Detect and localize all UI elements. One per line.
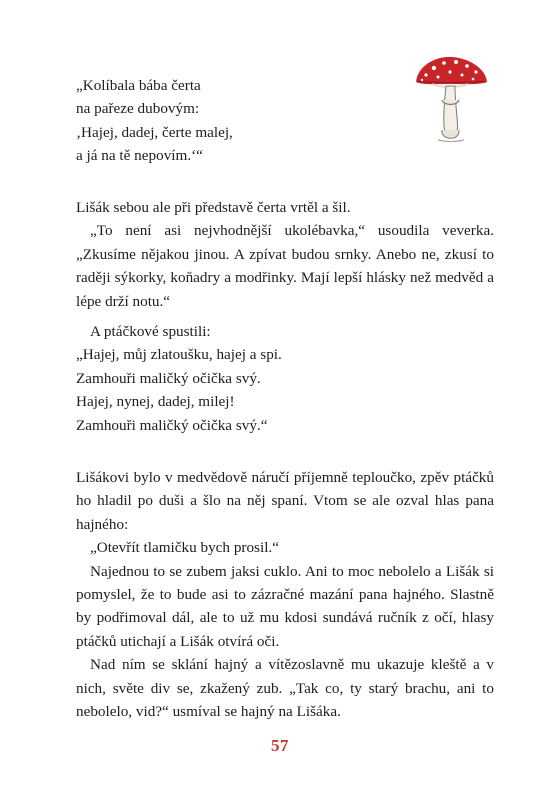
prose-section-2 bbox=[76, 466, 494, 723]
paragraph: Lišák sebou ale při představě čerta vrtěl a šil. bbox=[76, 199, 351, 216]
verse-line: Zamhouři maličký očička svý. bbox=[76, 369, 261, 387]
verse-line: „Kolíbala bába čerta bbox=[76, 77, 201, 94]
verse-line: Hajej, nynej, dadej, milej! bbox=[76, 393, 235, 411]
verse-line: na pařeze dubovým: bbox=[76, 100, 200, 118]
page-number: 57 bbox=[271, 736, 289, 755]
verse-line: ‚Hajej, dadej, čerte malej, bbox=[76, 123, 233, 141]
verse-line: „Hajej, můj zlatoušku, hajej a spi. bbox=[76, 346, 282, 364]
paragraph: Lišákovi bylo v medvědově náručí příjemně teploučko, zpěv ptáčků ho hladil po duši a šlo na něj spaní. Vtom se ale ozval hlas pana hajného: bbox=[76, 469, 494, 533]
prose-section-1 bbox=[76, 196, 494, 313]
verse-birds-song bbox=[76, 320, 494, 437]
verse-lullaby-devil bbox=[76, 74, 494, 168]
paragraph: Nad ním se sklání hajný a vítězoslavně mu ukazuje kleště a v nich, světe div se, zkažený zub. „Tak co, ty starý brachu, ani to nebolelo, vid?“ usmíval se hajný na Lišáka. bbox=[76, 656, 494, 721]
verse-line: a já na tě nepovím.‘“ bbox=[76, 147, 203, 165]
verse-line: A ptáčkové spustili: bbox=[90, 323, 211, 340]
paragraph: „To není asi nejvhodnější ukolébavka,“ usoudila veverka. „Zkusíme nějakou jinou. A zpívat budou srnky. Anebo ne, zkusí to raději sýkorky, koňadry a modřinky. Mají lepší hlásky než medvěd a lépe drží notu.“ bbox=[76, 222, 494, 310]
paragraph: „Otevřít tlamičku bych prosil.“ bbox=[90, 539, 279, 557]
paragraph: Najednou to se zubem jaksi cuklo. Ani to moc nebolelo a Lišák si pomyslel, že to bude asi to zázračné mazání pana hajného. Slastně by podřimoval dál, ale to už mu kdosi sundává ručník z očí, hlasy ptáčků utichají a Lišák otvírá oči. bbox=[76, 562, 494, 650]
verse-line: Zamhouři maličký očička svý.“ bbox=[76, 416, 268, 434]
